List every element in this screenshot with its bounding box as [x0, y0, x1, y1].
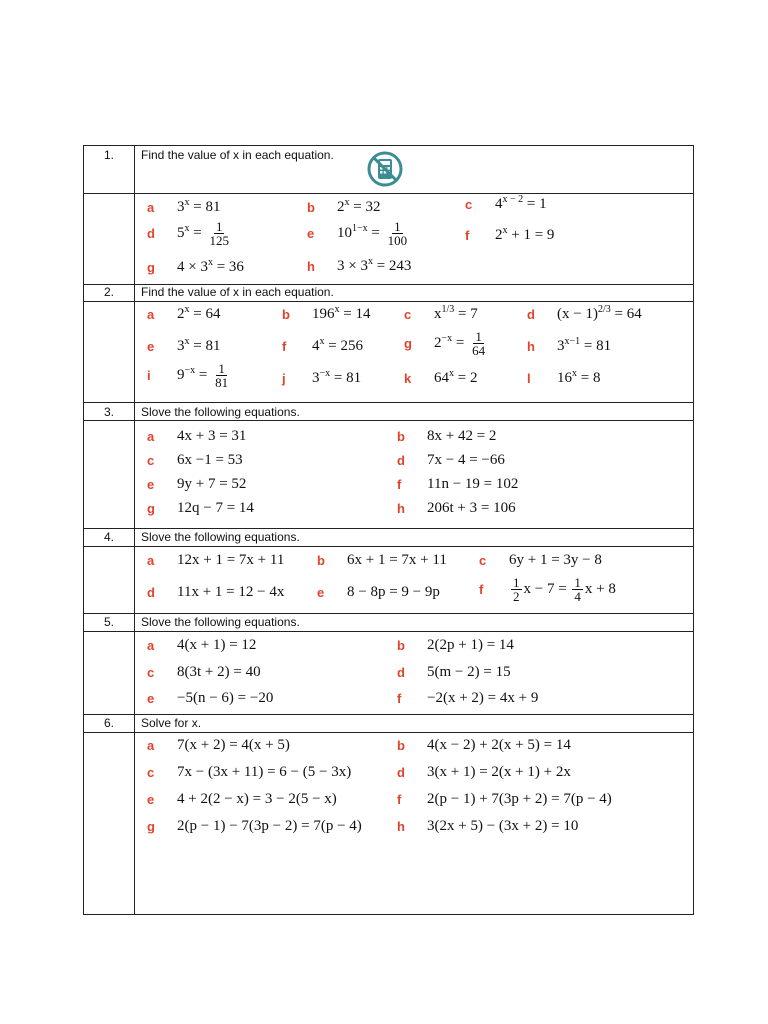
equation-2k: k $64^x = 2$: [404, 368, 478, 386]
equation-6b: b 4(x − 2) + 2(x + 5) = 14: [397, 737, 571, 753]
equation-2b: b $196^x = 14$: [282, 304, 371, 322]
equation-1f: f $2^x + 1 = 9$: [465, 225, 555, 243]
question-instruction: Find the value of x in each equation.: [141, 148, 334, 162]
question-number: 2.: [103, 285, 114, 299]
equation-2l: l $16^x = 8$: [527, 368, 601, 386]
row-divider: [84, 631, 693, 632]
equation-1h: h $3 \times 3^x = 243$: [307, 256, 412, 274]
row-divider: [84, 402, 693, 403]
equation-6a: a 7(x + 2) = 4(x + 5): [147, 737, 290, 753]
equation-6f: f 2(p − 1) + 7(3p + 2) = 7(p − 4): [397, 791, 612, 807]
equation-6h: h 3(2x + 5) − (3x + 2) = 10: [397, 818, 579, 834]
equation-4c: c 6y + 1 = 3y − 8: [479, 552, 602, 568]
equation-5f: f −2(x + 2) = 4x + 9: [397, 690, 539, 706]
question-number: 1.: [103, 148, 114, 162]
equation-3g: g 12q − 7 = 14: [147, 500, 254, 516]
row-divider: [84, 613, 693, 614]
equation-5d: d 5(m − 2) = 15: [397, 664, 511, 680]
row-divider: [84, 301, 693, 302]
row-divider: [84, 714, 693, 715]
equation-4f: f $\frac{1}{2}$ x − 7 = $\frac{1}{4}$ x + 8: [479, 575, 616, 604]
equation-2h: h $3^{x-1} = 81$: [527, 336, 612, 354]
equation-4b: b 6x + 1 = 7x + 11: [317, 552, 447, 568]
equation-2d: d $(x - 1)^{2/3} = 64$: [527, 304, 642, 322]
row-divider: [84, 193, 693, 194]
equation-1e: e $10^{1-x}$ = $\frac{1}{100}$: [307, 219, 408, 248]
row-divider: [84, 546, 693, 547]
equation-3a: a 4x + 3 = 31: [147, 428, 247, 444]
equation-6g: g 2(p − 1) − 7(3p − 2) = 7(p − 4): [147, 818, 362, 834]
equation-2g: g $2^{-x}$ = $\frac{1}{64}$: [404, 329, 486, 358]
equation-4a: a 12x + 1 = 7x + 11: [147, 552, 285, 568]
equation-2f: f $4^x = 256$: [282, 336, 363, 354]
equation-3c: c 6x −1 = 53: [147, 452, 243, 468]
equation-3h: h 206t + 3 = 106: [397, 500, 516, 516]
equation-5b: b 2(2p + 1) = 14: [397, 637, 514, 653]
equation-1b: b $2^x = 32$: [307, 197, 381, 215]
equation-4e: e 8 − 8p = 9 − 9p: [317, 584, 440, 600]
equation-6e: e 4 + 2(2 − x) = 3 − 2(5 − x): [147, 791, 337, 807]
equation-1a: a $3^x = 81$: [147, 197, 221, 215]
equation-3e: e 9y + 7 = 52: [147, 476, 247, 492]
question-number: 3.: [103, 405, 114, 419]
equation-2a: a $2^x = 64$: [147, 304, 221, 322]
equation-1g: g $4 \times 3^x = 36$: [147, 257, 244, 275]
equation-2i: i $9^{-x}$ = $\frac{1}{81}$: [147, 361, 229, 390]
question-instruction: Slove the following equations.: [141, 530, 300, 544]
equation-6c: c 7x − (3x + 11) = 6 − (5 − 3x): [147, 764, 352, 780]
question-instruction: Slove the following equations.: [141, 615, 300, 629]
column-divider: [134, 146, 135, 914]
equation-3b: b 8x + 42 = 2: [397, 428, 497, 444]
question-number: 4.: [103, 530, 114, 544]
equation-1c: c $4^{x - 2} = 1$: [465, 194, 547, 212]
question-number: 6.: [103, 716, 114, 730]
equation-2c: c $x^{1/3} = 7$: [404, 304, 478, 322]
equation-4d: d 11x + 1 = 12 − 4x: [147, 584, 285, 600]
equation-5e: e −5(n − 6) = −20: [147, 690, 274, 706]
equation-6d: d 3(x + 1) = 2(x + 1) + 2x: [397, 764, 571, 780]
equation-3d: d 7x − 4 = −66: [397, 452, 505, 468]
equation-1d: d $5^x$ = $\frac{1}{125}$: [147, 219, 229, 248]
equation-2e: e $3^x = 81$: [147, 336, 221, 354]
row-divider: [84, 732, 693, 733]
equation-5c: c 8(3t + 2) = 40: [147, 664, 261, 680]
equation-5a: a 4(x + 1) = 12: [147, 637, 257, 653]
question-instruction: Slove the following equations.: [141, 405, 300, 419]
exercise-table: [83, 145, 694, 915]
question-instruction: Solve for x.: [141, 716, 202, 730]
question-number: 5.: [103, 615, 114, 629]
no-calculator-icon: [367, 151, 403, 187]
question-instruction: Find the value of x in each equation.: [141, 285, 334, 299]
row-divider: [84, 528, 693, 529]
equation-2j: j $3^{-x} = 81$: [282, 368, 362, 386]
equation-3f: f 11n − 19 = 102: [397, 476, 519, 492]
row-divider: [84, 420, 693, 421]
